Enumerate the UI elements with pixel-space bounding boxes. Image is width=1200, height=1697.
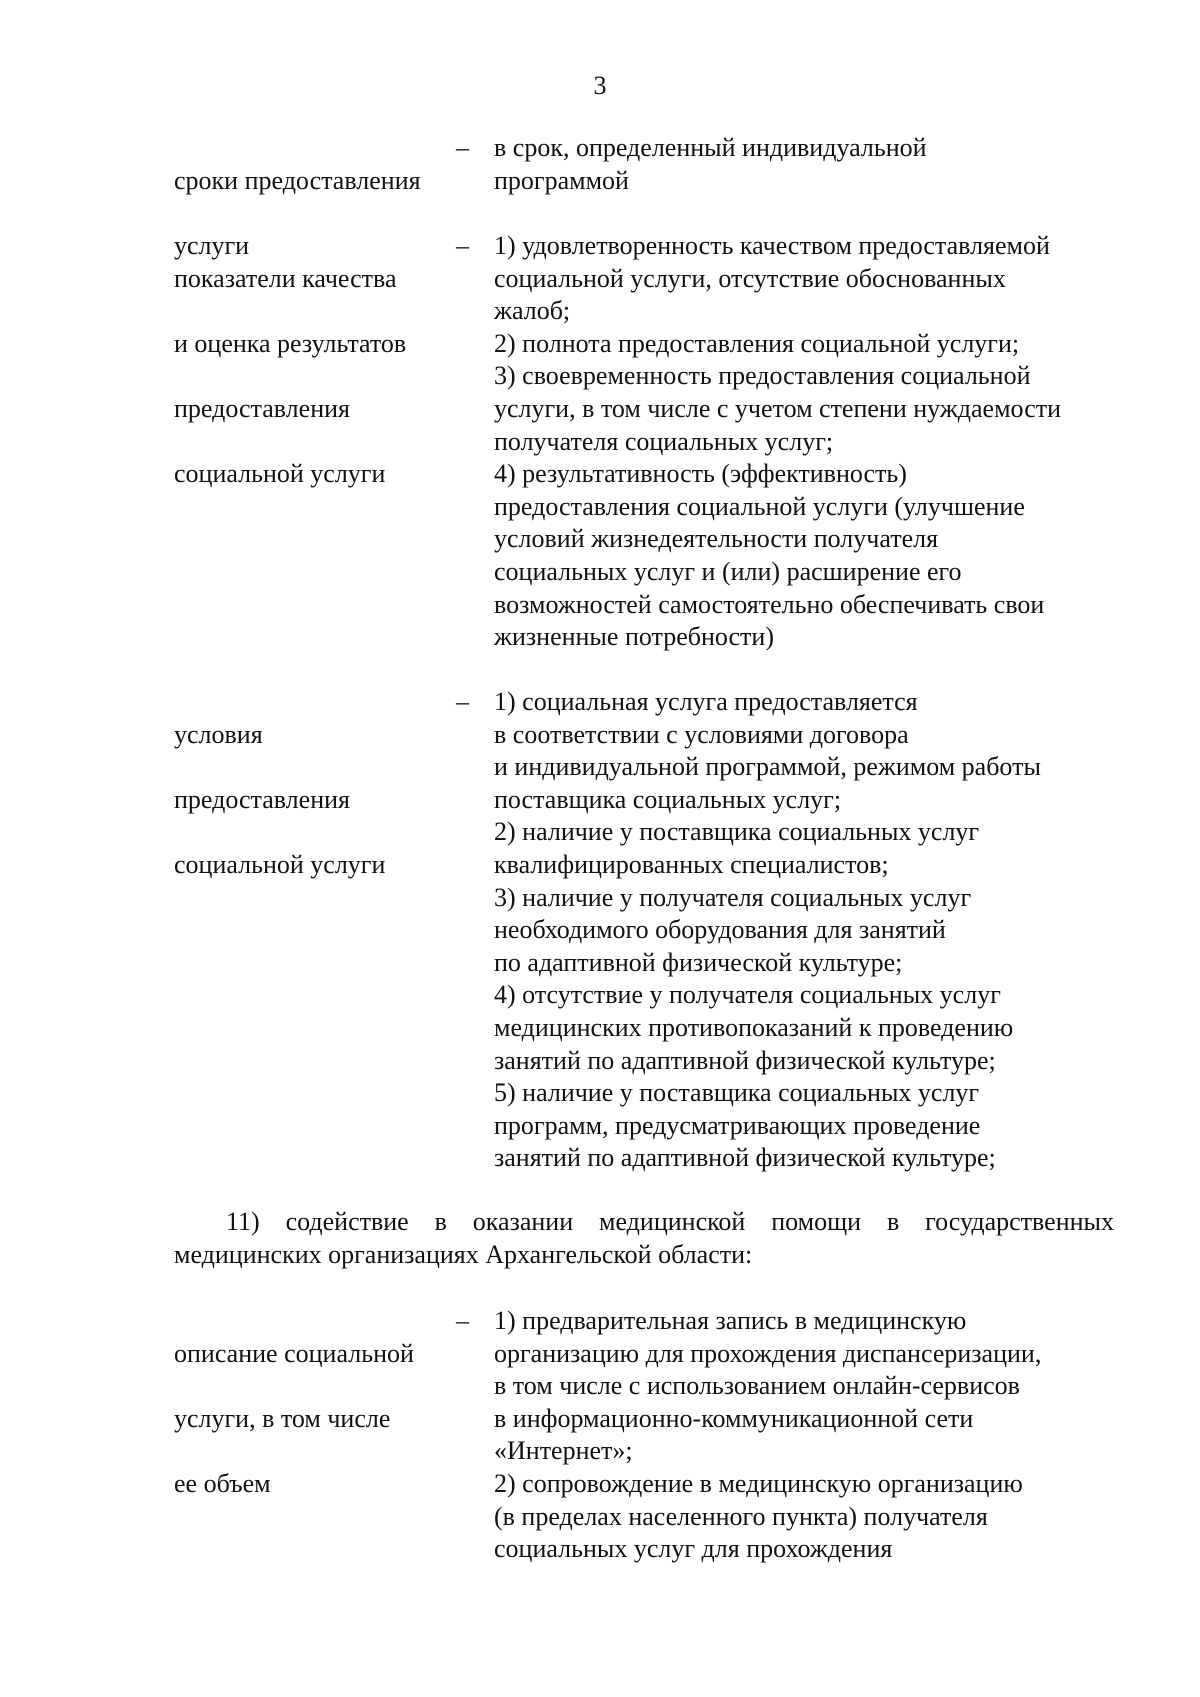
dash-separator: – <box>456 1306 469 1335</box>
definition-term <box>174 1305 454 1533</box>
description-line: 1) социальная услуга предоставляется <box>494 687 918 716</box>
description-line: программой <box>494 165 629 195</box>
description-line: программ, предусматривающих проведение <box>494 1110 981 1140</box>
description-line: необходимого оборудования для занятий <box>494 915 946 945</box>
dash-separator: – <box>456 687 469 716</box>
term-line: социальной услуги <box>174 459 386 489</box>
term-line: социальной услуги <box>174 849 386 879</box>
item-11-paragraph <box>174 1206 1114 1271</box>
term-line: сроки предоставления <box>174 165 421 195</box>
description-line: 4) результативность (эффективность) <box>494 459 907 489</box>
term-line: предоставления <box>174 784 350 814</box>
description-line: социальных услуг и (или) расширение его <box>494 556 962 586</box>
description-line: в информационно-коммуникационной сети <box>494 1403 974 1433</box>
description-line: занятий по адаптивной физической культуре; <box>494 1045 996 1075</box>
description-line: социальных услуг для прохождения <box>494 1534 893 1564</box>
description-line: занятий по адаптивной физической культуре; <box>494 1143 996 1173</box>
description-line: 1) предварительная запись в медицинскую <box>494 1306 967 1335</box>
description-line: в том числе с использованием онлайн-сервисов <box>494 1371 1020 1401</box>
description-line: возможностей самостоятельно обеспечивать свои <box>494 589 1045 619</box>
definition-term <box>174 230 454 523</box>
description-line: 2) сопровождение в медицинскую организацию <box>494 1468 1023 1498</box>
page-number: 3 <box>593 71 607 100</box>
description-line: 3) своевременность предоставления социальной <box>494 361 1031 391</box>
dash-separator: – <box>456 133 469 162</box>
definition-description <box>494 230 1124 654</box>
description-line: поставщика социальных услуг; <box>494 784 842 814</box>
description-line: получателя социальных услуг; <box>494 426 834 456</box>
description-line: условий жизнедеятельности получателя <box>494 524 939 554</box>
description-line: 2) полнота предоставления социальной услуги; <box>494 328 1020 358</box>
paragraph-line: 11) содействие в оказании медицинской помощи в государственных <box>226 1207 1114 1236</box>
description-line: услуги, в том числе с учетом степени нуждаемости <box>494 393 1062 423</box>
description-line: по адаптивной физической культуре; <box>494 947 903 977</box>
description-line: в соответствии с условиями договора <box>494 719 909 749</box>
description-line: предоставления социальной услуги (улучшение <box>494 491 1025 521</box>
term-line: ее объем <box>174 1468 271 1498</box>
description-line: квалифицированных специалистов; <box>494 849 889 879</box>
description-line: «Интернет»; <box>494 1436 633 1466</box>
paragraph-line: медицинских организациях Архангельской области: <box>174 1239 753 1269</box>
definition-term <box>174 686 454 914</box>
dash-separator: – <box>456 231 469 260</box>
term-line: услуги <box>174 230 250 260</box>
description-line: 5) наличие у поставщика социальных услуг <box>494 1078 980 1108</box>
description-line: 1) удовлетворенность качеством предоставляемой <box>494 231 1050 260</box>
term-line: описание социальной <box>174 1338 414 1368</box>
definition-description <box>494 132 1124 197</box>
description-line: в срок, определенный индивидуальной <box>494 133 927 162</box>
description-line: (в пределах населенного пункта) получателя <box>494 1501 988 1531</box>
description-line: 3) наличие у получателя социальных услуг <box>494 882 972 912</box>
description-line: социальной услуги, отсутствие обоснованных <box>494 263 1006 293</box>
definition-description <box>494 1305 1124 1566</box>
description-line: 2) наличие у поставщика социальных услуг <box>494 817 980 847</box>
description-line: жизненные потребности) <box>494 622 774 652</box>
definition-description <box>494 686 1124 1175</box>
term-line: условия <box>174 719 263 749</box>
term-line: услуги, в том числе <box>174 1403 391 1433</box>
term-line: и оценка результатов <box>174 328 407 358</box>
description-line: жалоб; <box>494 296 571 326</box>
description-line: медицинских противопоказаний к проведению <box>494 1012 1014 1042</box>
description-line: и индивидуальной программой, режимом работы <box>494 752 1041 782</box>
term-line: предоставления <box>174 393 350 423</box>
term-line: показатели качества <box>174 263 397 293</box>
description-line: организацию для прохождения диспансеризации, <box>494 1338 1042 1368</box>
description-line: 4) отсутствие у получателя социальных услуг <box>494 980 1001 1010</box>
